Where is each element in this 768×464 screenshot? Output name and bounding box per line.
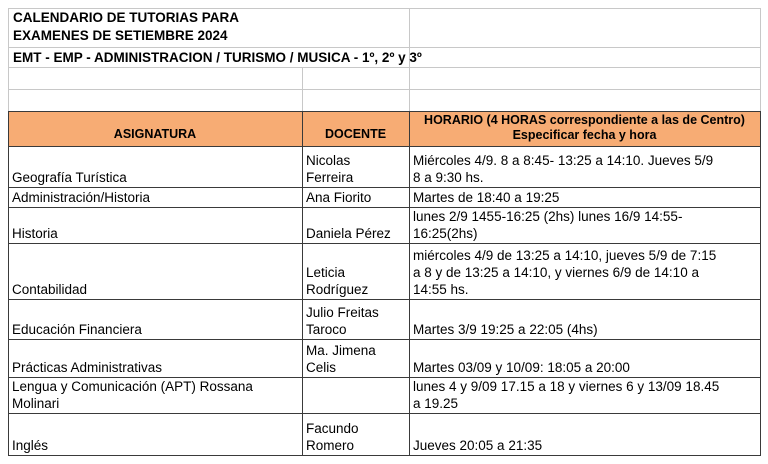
horario-text: a 8 y de 13:25 a 14:10, y viernes 6/9 de 14:10 a: [413, 265, 699, 280]
cell-docente: [306, 378, 407, 412]
gridline-v: [760, 8, 761, 111]
cell-horario: [413, 188, 758, 206]
asignatura-text: Administración/Historia: [12, 190, 151, 205]
docente-text: Ferreira: [306, 170, 354, 185]
docente-text: Celis: [306, 360, 337, 375]
asignatura-text: Contabilidad: [12, 282, 88, 297]
docente-text: Rodríguez: [306, 282, 369, 297]
horario-text: a 19.25: [413, 396, 459, 411]
cell-horario: [413, 378, 758, 412]
docente-text: Leticia: [306, 265, 346, 280]
gridline-h: [8, 67, 761, 68]
column-header-docente: DOCENTE: [324, 127, 387, 141]
horario-text: lunes 2/9 1455-16:25 (2hs) lunes 16/9 14:55-: [413, 209, 683, 224]
horario-text: 8 a 9:30 hs.: [413, 170, 484, 185]
cell-docente: [306, 300, 407, 338]
gridline-v: [8, 8, 9, 111]
gridline-v: [302, 67, 303, 111]
column-header-horario-note: Especificar fecha y hora: [512, 128, 657, 142]
cell-horario: [413, 208, 758, 242]
subtitle: EMT - EMP - ADMINISTRACION / TURISMO / MUSICA - 1º, 2º y 3º: [13, 50, 422, 65]
docente-text: Daniela Pérez: [306, 226, 391, 241]
docente-text: Nicolas: [306, 153, 351, 168]
cell-asignatura: [12, 300, 300, 338]
docente-text: Ma. Jimena: [306, 343, 376, 358]
table-border-h: [8, 455, 761, 456]
docente-text: Ana Fiorito: [306, 190, 372, 205]
docente-text: Taroco: [306, 322, 347, 337]
table-border-h: [8, 111, 761, 112]
column-header-horario: HORARIO (4 HORAS correspondiente a las de Centro): [424, 113, 745, 127]
gridline-h: [8, 8, 761, 9]
cell-horario: [413, 414, 758, 454]
cell-docente: [306, 244, 407, 298]
cell-horario: [413, 147, 758, 186]
cell-asignatura: [12, 340, 300, 376]
asignatura-text: Inglés: [12, 438, 49, 453]
cell-docente: [306, 340, 407, 376]
title-line-1: CALENDARIO DE TUTORIAS PARA: [13, 10, 240, 25]
horario-text: Miércoles 4/9. 8 a 8:45- 13:25 a 14:10. Jueves 5/9: [413, 153, 714, 168]
docente-text: Facundo: [306, 421, 359, 436]
column-header-asignatura: ASIGNATURA: [113, 127, 197, 141]
cell-asignatura: [12, 244, 300, 298]
asignatura-text: Prácticas Administrativas: [12, 360, 163, 375]
asignatura-text: Molinari: [12, 396, 60, 411]
horario-text: Martes 03/09 y 10/09: 18:05 a 20:00: [413, 360, 630, 375]
cell-asignatura: [12, 188, 300, 206]
horario-text: Martes 3/9 19:25 a 22:05 (4hs): [413, 322, 598, 337]
asignatura-text: Geografía Turística: [12, 170, 127, 185]
cell-horario: [413, 300, 758, 338]
cell-docente: [306, 414, 407, 454]
cell-asignatura: [12, 147, 300, 186]
asignatura-text: Historia: [12, 226, 58, 241]
docente-text: Romero: [306, 438, 355, 453]
cell-asignatura: [12, 414, 300, 454]
asignatura-text: Educación Financiera: [12, 322, 142, 337]
horario-text: Martes de 18:40 a 19:25: [413, 190, 560, 205]
table-border-v: [760, 111, 761, 455]
horario-text: lunes 4 y 9/09 17.15 a 18 y viernes 6 y 13/09 18.45: [413, 379, 720, 394]
horario-text: Jueves 20:05 a 21:35: [413, 438, 543, 453]
gridline-h: [8, 89, 761, 90]
horario-text: 14:55 hs.: [413, 282, 469, 297]
horario-text: miércoles 4/9 de 13:25 a 14:10, jueves 5/9 de 7:15: [413, 248, 717, 263]
docente-text: Julio Freitas: [306, 305, 379, 320]
cell-asignatura: [12, 378, 300, 412]
cell-docente: [306, 208, 407, 242]
horario-text: 16:25(2hs): [413, 226, 478, 241]
cell-docente: [306, 188, 407, 206]
cell-horario: [413, 340, 758, 376]
title-line-2: EXAMENES DE SETIEMBRE 2024: [13, 28, 228, 43]
cell-asignatura: [12, 208, 300, 242]
asignatura-text: Lengua y Comunicación (APT) Rossana: [12, 379, 253, 394]
gridline-h: [8, 47, 761, 48]
cell-horario: [413, 244, 758, 298]
cell-docente: [306, 147, 407, 186]
